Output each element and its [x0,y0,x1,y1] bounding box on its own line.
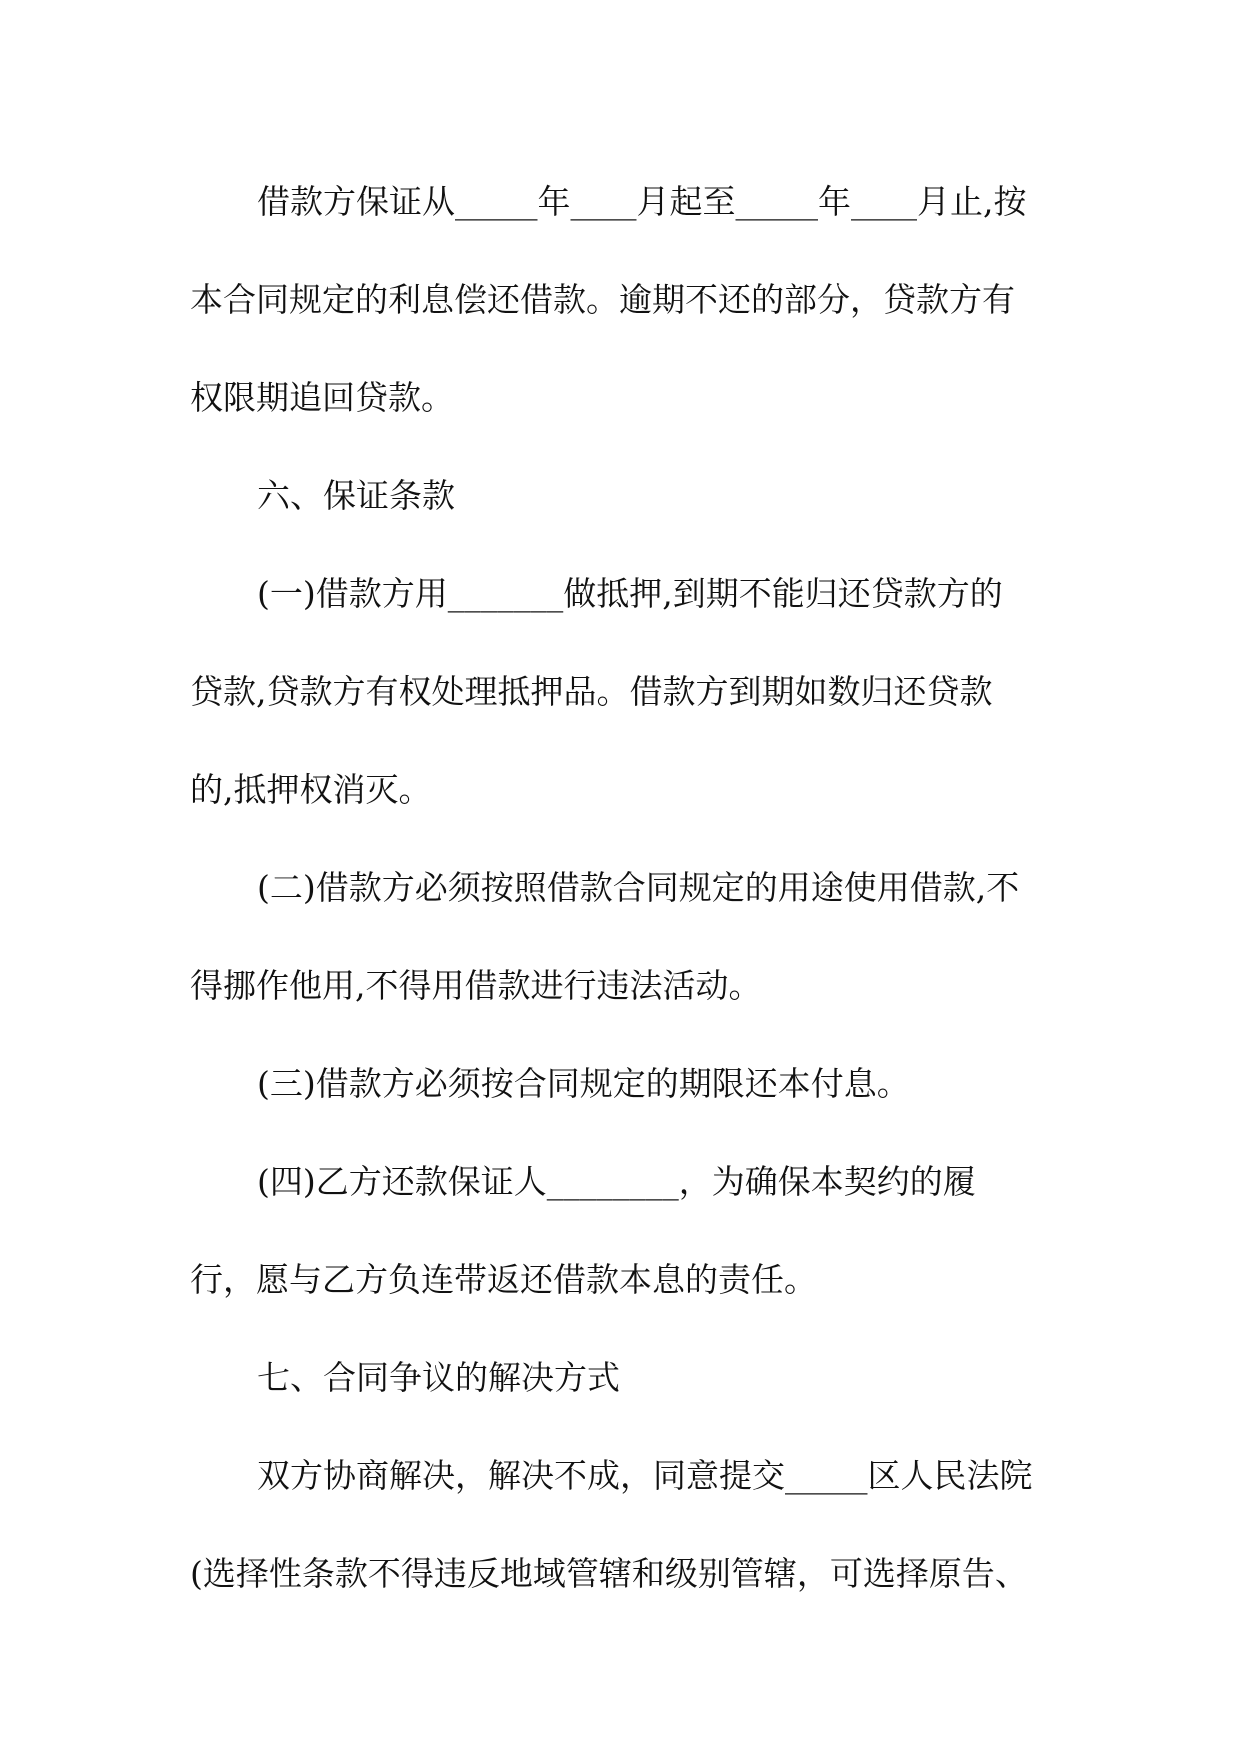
paragraph-repayment-line-1: 借款方保证从_____年____月起至_____年____月止,按 [257,182,1027,221]
paragraph-repayment-line-3: 权限期追回贷款。 [190,378,454,417]
clause-3-line-1: (三)借款方必须按合同规定的期限还本付息。 [257,1064,910,1103]
clause-1-line-3: 的,抵押权消灭。 [190,770,432,809]
section-heading-dispute: 七、合同争议的解决方式 [257,1358,620,1397]
clause-1-line-2: 贷款,贷款方有权处理抵押品。借款方到期如数归还贷款 [190,672,993,711]
section-heading-guarantee: 六、保证条款 [257,476,455,515]
dispute-paragraph-line-1: 双方协商解决，解决不成，同意提交_____区人民法院 [257,1456,1033,1495]
dispute-paragraph-line-2: (选择性条款不得违反地域管辖和级别管辖，可选择原告、 [190,1554,1028,1593]
clause-1-line-1: (一)借款方用_______做抵押,到期不能归还贷款方的 [257,574,1003,613]
paragraph-repayment-line-2: 本合同规定的利息偿还借款。逾期不还的部分，贷款方有 [190,280,1015,319]
clause-2-line-2: 得挪作他用,不得用借款进行违法活动。 [190,966,762,1005]
clause-2-line-1: (二)借款方必须按照借款合同规定的用途使用借款,不 [257,868,1020,907]
clause-4-line-1: (四)乙方还款保证人________，为确保本契约的履 [257,1162,976,1201]
clause-4-line-2: 行，愿与乙方负连带返还借款本息的责任。 [190,1260,817,1299]
